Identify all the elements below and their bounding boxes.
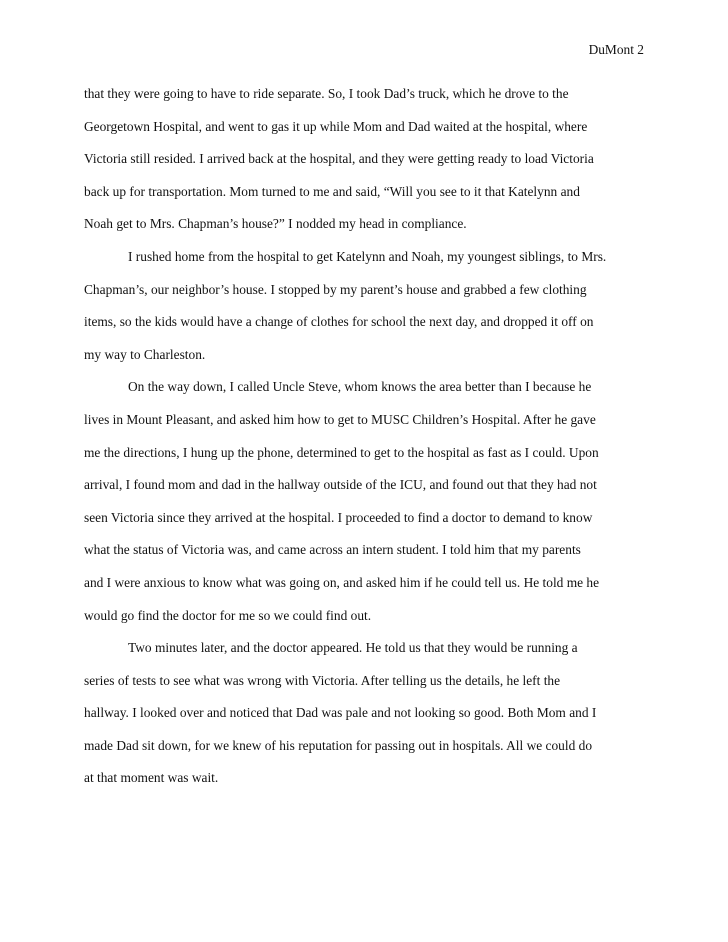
text-line: me the directions, I hung up the phone, determined to get to the hospital as fast as I could. Upon (84, 444, 599, 460)
text-line: that they were going to have to ride separate. So, I took Dad’s truck, which he drove to the (84, 86, 569, 101)
text-line: back up for transportation. Mom turned to me and said, “Will you see to it that Katelynn and (84, 183, 580, 199)
text-line: at that moment was wait. (84, 770, 219, 786)
text-line: I rushed home from the hospital to get Katelynn and Noah, my youngest siblings, to Mrs. (128, 248, 607, 264)
text-line: what the status of Victoria was, and came across an intern student. I told him that my parents (84, 542, 581, 558)
text-line: Victoria still resided. I arrived back at the hospital, and they were getting ready to load Victoria (84, 151, 594, 167)
text-line: seen Victoria since they arrived at the hospital. I proceeded to find a doctor to demand to know (84, 509, 593, 525)
text-line: would go find the doctor for me so we could find out. (84, 607, 372, 623)
text-line: Georgetown Hospital, and went to gas it up while Mom and Dad waited at the hospital, where (84, 118, 588, 134)
text-line: my way to Charleston. (84, 346, 206, 362)
text-line: lives in Mount Pleasant, and asked him how to get to MUSC Children’s Hospital. After he gave (84, 411, 596, 427)
text-line: Noah get to Mrs. Chapman’s house?” I nodded my head in compliance. (84, 216, 467, 232)
text-line: series of tests to see what was wrong with Victoria. After telling us the details, he left the (84, 672, 561, 688)
running-header-page-number: DuMont 2 (588, 42, 644, 57)
text-line: arrival, I found mom and dad in the hallway outside of the ICU, and found out that they had not (84, 477, 597, 493)
text-line: hallway. I looked over and noticed that Dad was pale and not looking so good. Both Mom and I (84, 705, 597, 721)
text-line: and I were anxious to know what was going on, and asked him if he could tell us. He told me he (84, 574, 600, 590)
text-line: items, so the kids would have a change of clothes for school the next day, and dropped it off on (84, 314, 594, 330)
body-text (84, 86, 684, 803)
text-line: made Dad sit down, for we knew of his reputation for passing out in hospitals. All we could do (84, 737, 593, 753)
text-line: Chapman’s, our neighbor’s house. I stopped by my parent’s house and grabbed a few clothing (84, 281, 587, 297)
text-line: On the way down, I called Uncle Steve, whom knows the area better than I because he (128, 379, 592, 395)
text-line: Two minutes later, and the doctor appeared. He told us that they would be running a (128, 640, 578, 656)
